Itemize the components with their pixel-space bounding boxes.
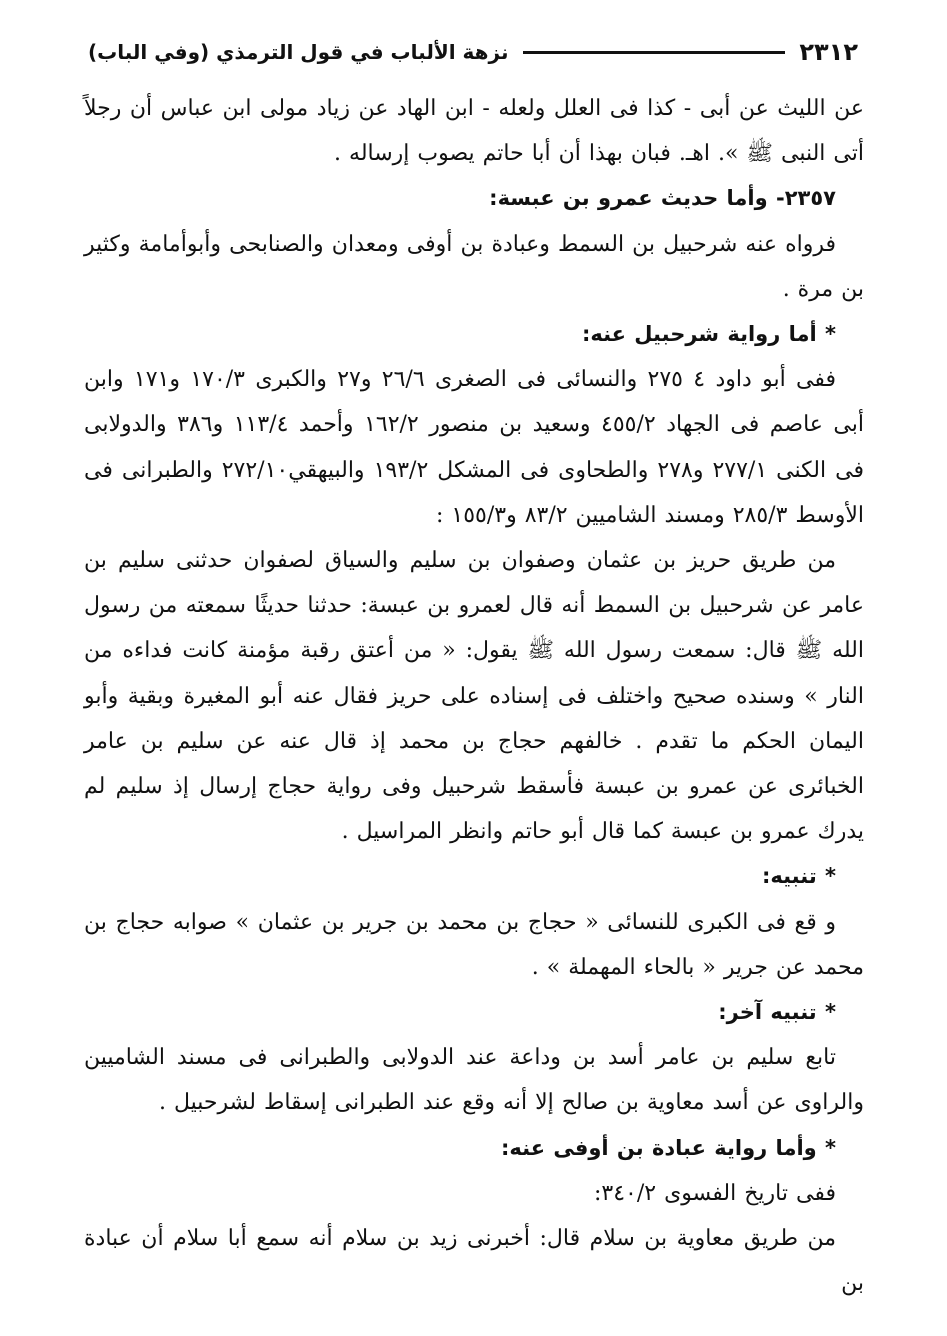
running-title: نزهة الألباب في قول الترمذي (وفي الباب) bbox=[88, 40, 509, 64]
sub-heading: * تنبيه: bbox=[761, 864, 836, 889]
sub-heading: * أما رواية شرحبيل عنه: bbox=[581, 322, 836, 347]
paragraph: من طريق حريز بن عثمان وصفوان بن سليم والسياق لصفوان حدثنى سليم بن عامر عن شرحبيل بن السمط أنه قال لعمرو بن عبسة: حدثنا حديثًا سمعته من رسول الله ﷺ قال: سمعت رسول الله ﷺ يقول: « من أعتق رقبة مؤمنة كانت فداءه من النار » وسنده صحيح واختلف فى إسناده على حريز فقال عنه أبو المغيرة وبقية وأبو اليمان الحكم ما تقدم . خالفهم حجاج بن محمد إذ قال عنه عن سليم بن عامر الخبائرى عن عمرو بن عبسة فأسقط شرحبيل وفى رواية حجاج إرسال إذ سليم لم يدرك عمرو بن عبسة كما قال أبو حاتم وانظر المراسيل . bbox=[84, 548, 864, 845]
header-rule bbox=[523, 51, 786, 54]
paragraph: ففى تاريخ الفسوى ٣٤٠/٢: bbox=[593, 1180, 836, 1206]
paragraph: ففى أبو داود ٤ ٢٧٥ والنسائى فى الصغرى ٢٦/٦ و٢٧ والكبرى ١٧٠/٣ و١٧١ وابن أبى عاصم فى الجهاد ٤٥٥/٢ وسعيد بن منصور ١٦٢/٢ وأحمد ١١٣/٤ و٣٨٦ والدولابى فى الكنى ٢٧٧/١ و٢٧٨ والطحاوى فى المشكل ١٩٣/٢ والبيهقي٢٧٢/١٠ والطبرانى فى الأوسط ٢٨٥/٣ ومسند الشاميين ٨٣/٢ و١٥٥/٣ : bbox=[84, 367, 864, 528]
paragraph: تابع سليم بن عامر أسد بن وداعة عند الدولابى والطبرانى فى مسند الشاميين والراوى عن أسد معاوية بن صالح إلا أنه وقع عند الطبرانى إسقاط لشرحبيل . bbox=[84, 1045, 864, 1116]
paragraph: من طريق معاوية بن سلام قال: أخبرنى زيد بن سلام أنه سمع أبا سلام أن عبادة بن bbox=[84, 1226, 864, 1297]
paragraph: فرواه عنه شرحبيل بن السمط وعبادة بن أوفى ومعدان والصنابحى وأبوأمامة وكثير بن مرة . bbox=[84, 231, 864, 302]
sub-heading: * تنبيه آخر: bbox=[718, 1000, 836, 1025]
page-number: ٢٣١٢ bbox=[799, 38, 858, 66]
sub-heading: * وأما رواية عبادة بن أوفى عنه: bbox=[500, 1135, 836, 1160]
paragraph: عن الليث عن أبى - كذا فى العلل ولعله - ابن الهاد عن زياد مولى ابن عباس أن رجلاً أتى النبى ﷺ ». اهـ. فبان بهذا أن أبا حاتم يصوب إرساله . bbox=[84, 96, 864, 167]
section-heading: ٢٣٥٧- وأما حديث عمرو بن عبسة: bbox=[489, 186, 836, 211]
body-text bbox=[84, 86, 864, 1306]
page-header bbox=[88, 32, 858, 72]
paragraph: و قع فى الكبرى للنسائى « حجاج بن محمد بن جرير بن عثمان » صوابه حجاج بن محمد عن جرير « بالحاء المهملة » . bbox=[84, 909, 864, 980]
